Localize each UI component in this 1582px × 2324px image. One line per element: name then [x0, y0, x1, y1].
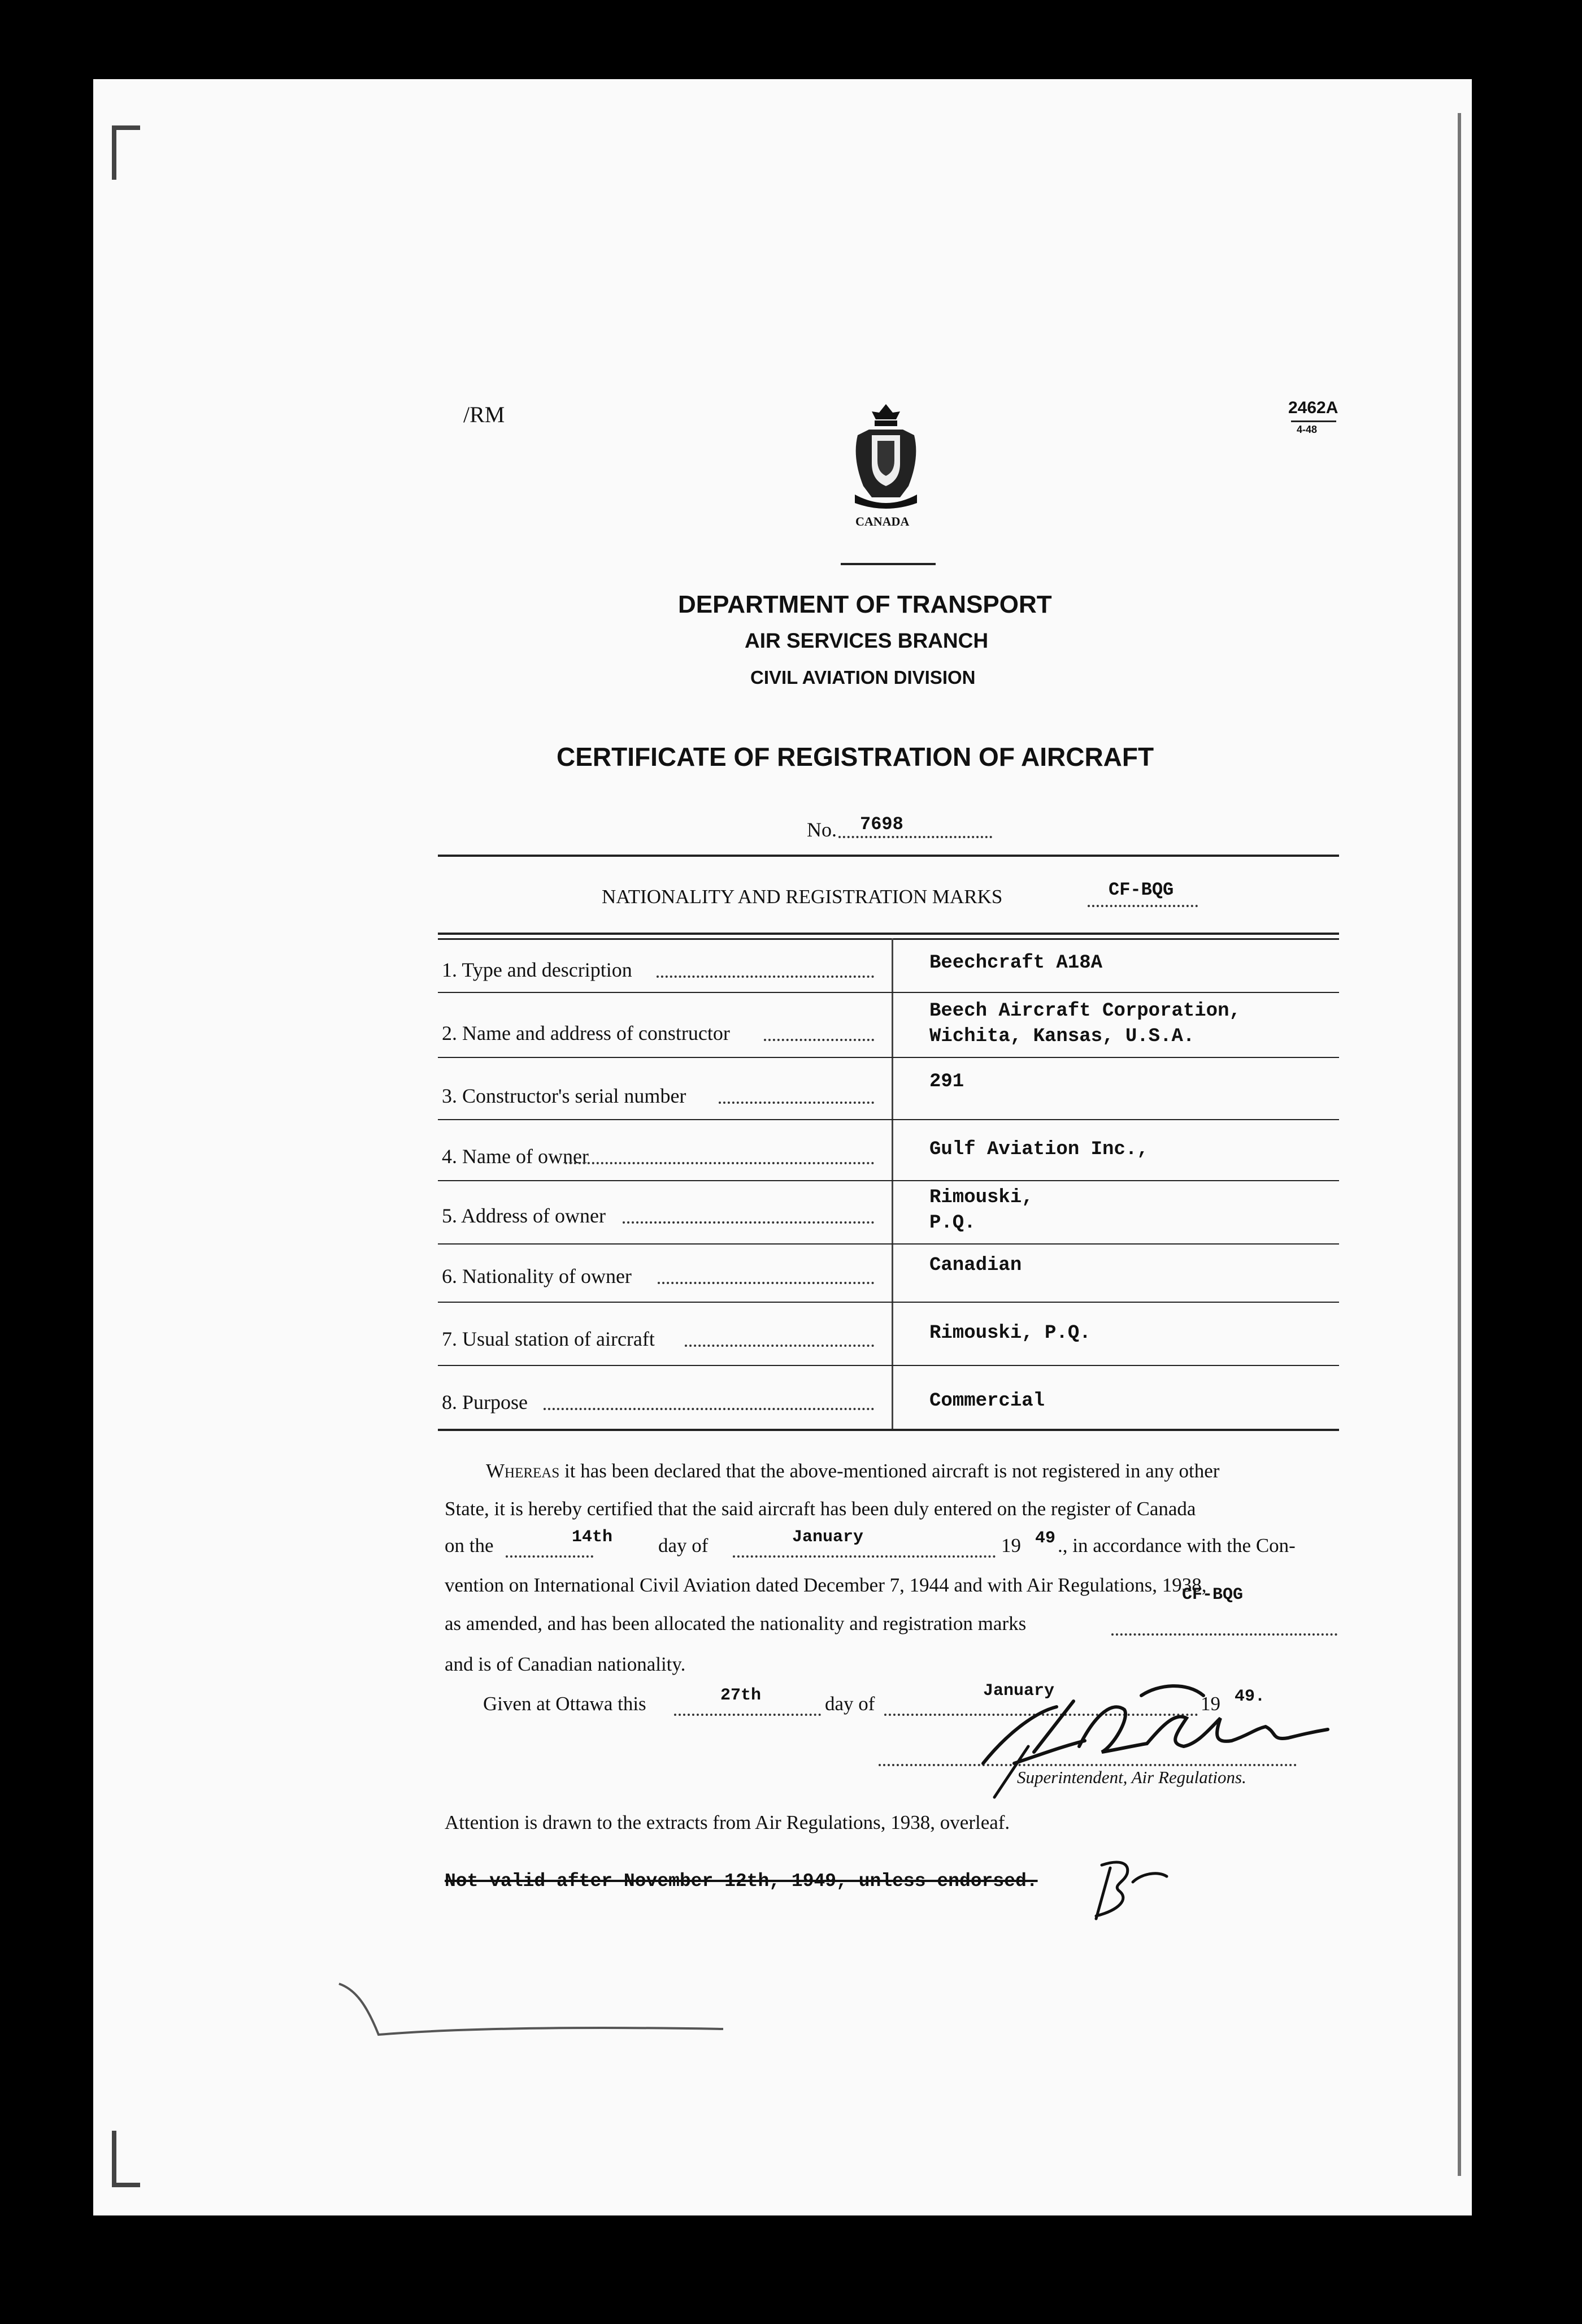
registration-marks-blank: [1088, 904, 1198, 907]
given-date-line: Given at Ottawa this 27th day of January 19 49.: [483, 1681, 1266, 1715]
header-rule: [841, 563, 936, 565]
form-number: 2462A: [1288, 398, 1338, 417]
certificate-number: 7698: [860, 814, 903, 835]
division-title: CIVIL AVIATION DIVISION: [750, 667, 976, 688]
coat-of-arms-emblem: [846, 401, 925, 514]
given-day: 27th: [720, 1686, 762, 1705]
registration-marks-label: NATIONALITY AND REGISTRATION MARKS: [602, 886, 1003, 908]
form-date: 4-48: [1297, 424, 1318, 435]
table-column-divider: [892, 938, 893, 1430]
attention-note: Attention is drawn to the extracts from Air Regulations, 1938, overleaf.: [445, 1811, 1010, 1833]
allocated-marks-value: CF-BQG: [1182, 1585, 1244, 1605]
allocated-marks-line: as amended, and has been allocated the nationality and registration marks CF-BQG: [445, 1612, 1337, 1641]
certification-line-4: vention on International Civil Aviation dated December 7, 1944 and with Air Regulations, 1938,: [445, 1574, 1207, 1596]
table-bottom-rule: [438, 1429, 1339, 1431]
table-top-rule: [438, 855, 1339, 857]
table-header-rule: [438, 933, 1339, 935]
registration-marks-value: CF-BQG: [1109, 879, 1174, 900]
file-reference: /RM: [463, 402, 505, 427]
certificate-title: CERTIFICATE OF REGISTRATION OF AIRCRAFT: [557, 742, 1154, 771]
page-fold-mark: [333, 1972, 729, 2063]
validity-statement-struck: Not valid after November 12th, 1949, unless endorsed.: [445, 1871, 1038, 1892]
initials-mark: [1085, 1848, 1175, 1927]
given-year: 49.: [1235, 1687, 1266, 1706]
certification-line-6: and is of Canadian nationality.: [445, 1653, 686, 1675]
department-title: DEPARTMENT OF TRANSPORT: [678, 591, 1052, 618]
certificate-number-blank: [838, 835, 992, 838]
branch-title: AIR SERVICES BRANCH: [745, 629, 989, 652]
certificate-number-label: No.: [807, 818, 837, 841]
entry-date-line: on the 14th day of January 19 49 ., in accordance with the Con-: [445, 1528, 1296, 1556]
entry-month: January: [792, 1528, 864, 1547]
signer-title: Superintendent, Air Regulations.: [1017, 1767, 1246, 1787]
certification-line-2: State, it is hereby certified that the said aircraft has been duly entered on the register of Canada: [445, 1498, 1196, 1520]
country-label: CANADA: [855, 514, 910, 528]
certification-line-1: Whereas it has been declared that the above-mentioned aircraft is not registered in any other: [486, 1460, 1220, 1482]
entry-day: 14th: [572, 1528, 613, 1547]
given-month: January: [983, 1681, 1055, 1701]
entry-year: 49: [1035, 1529, 1056, 1548]
